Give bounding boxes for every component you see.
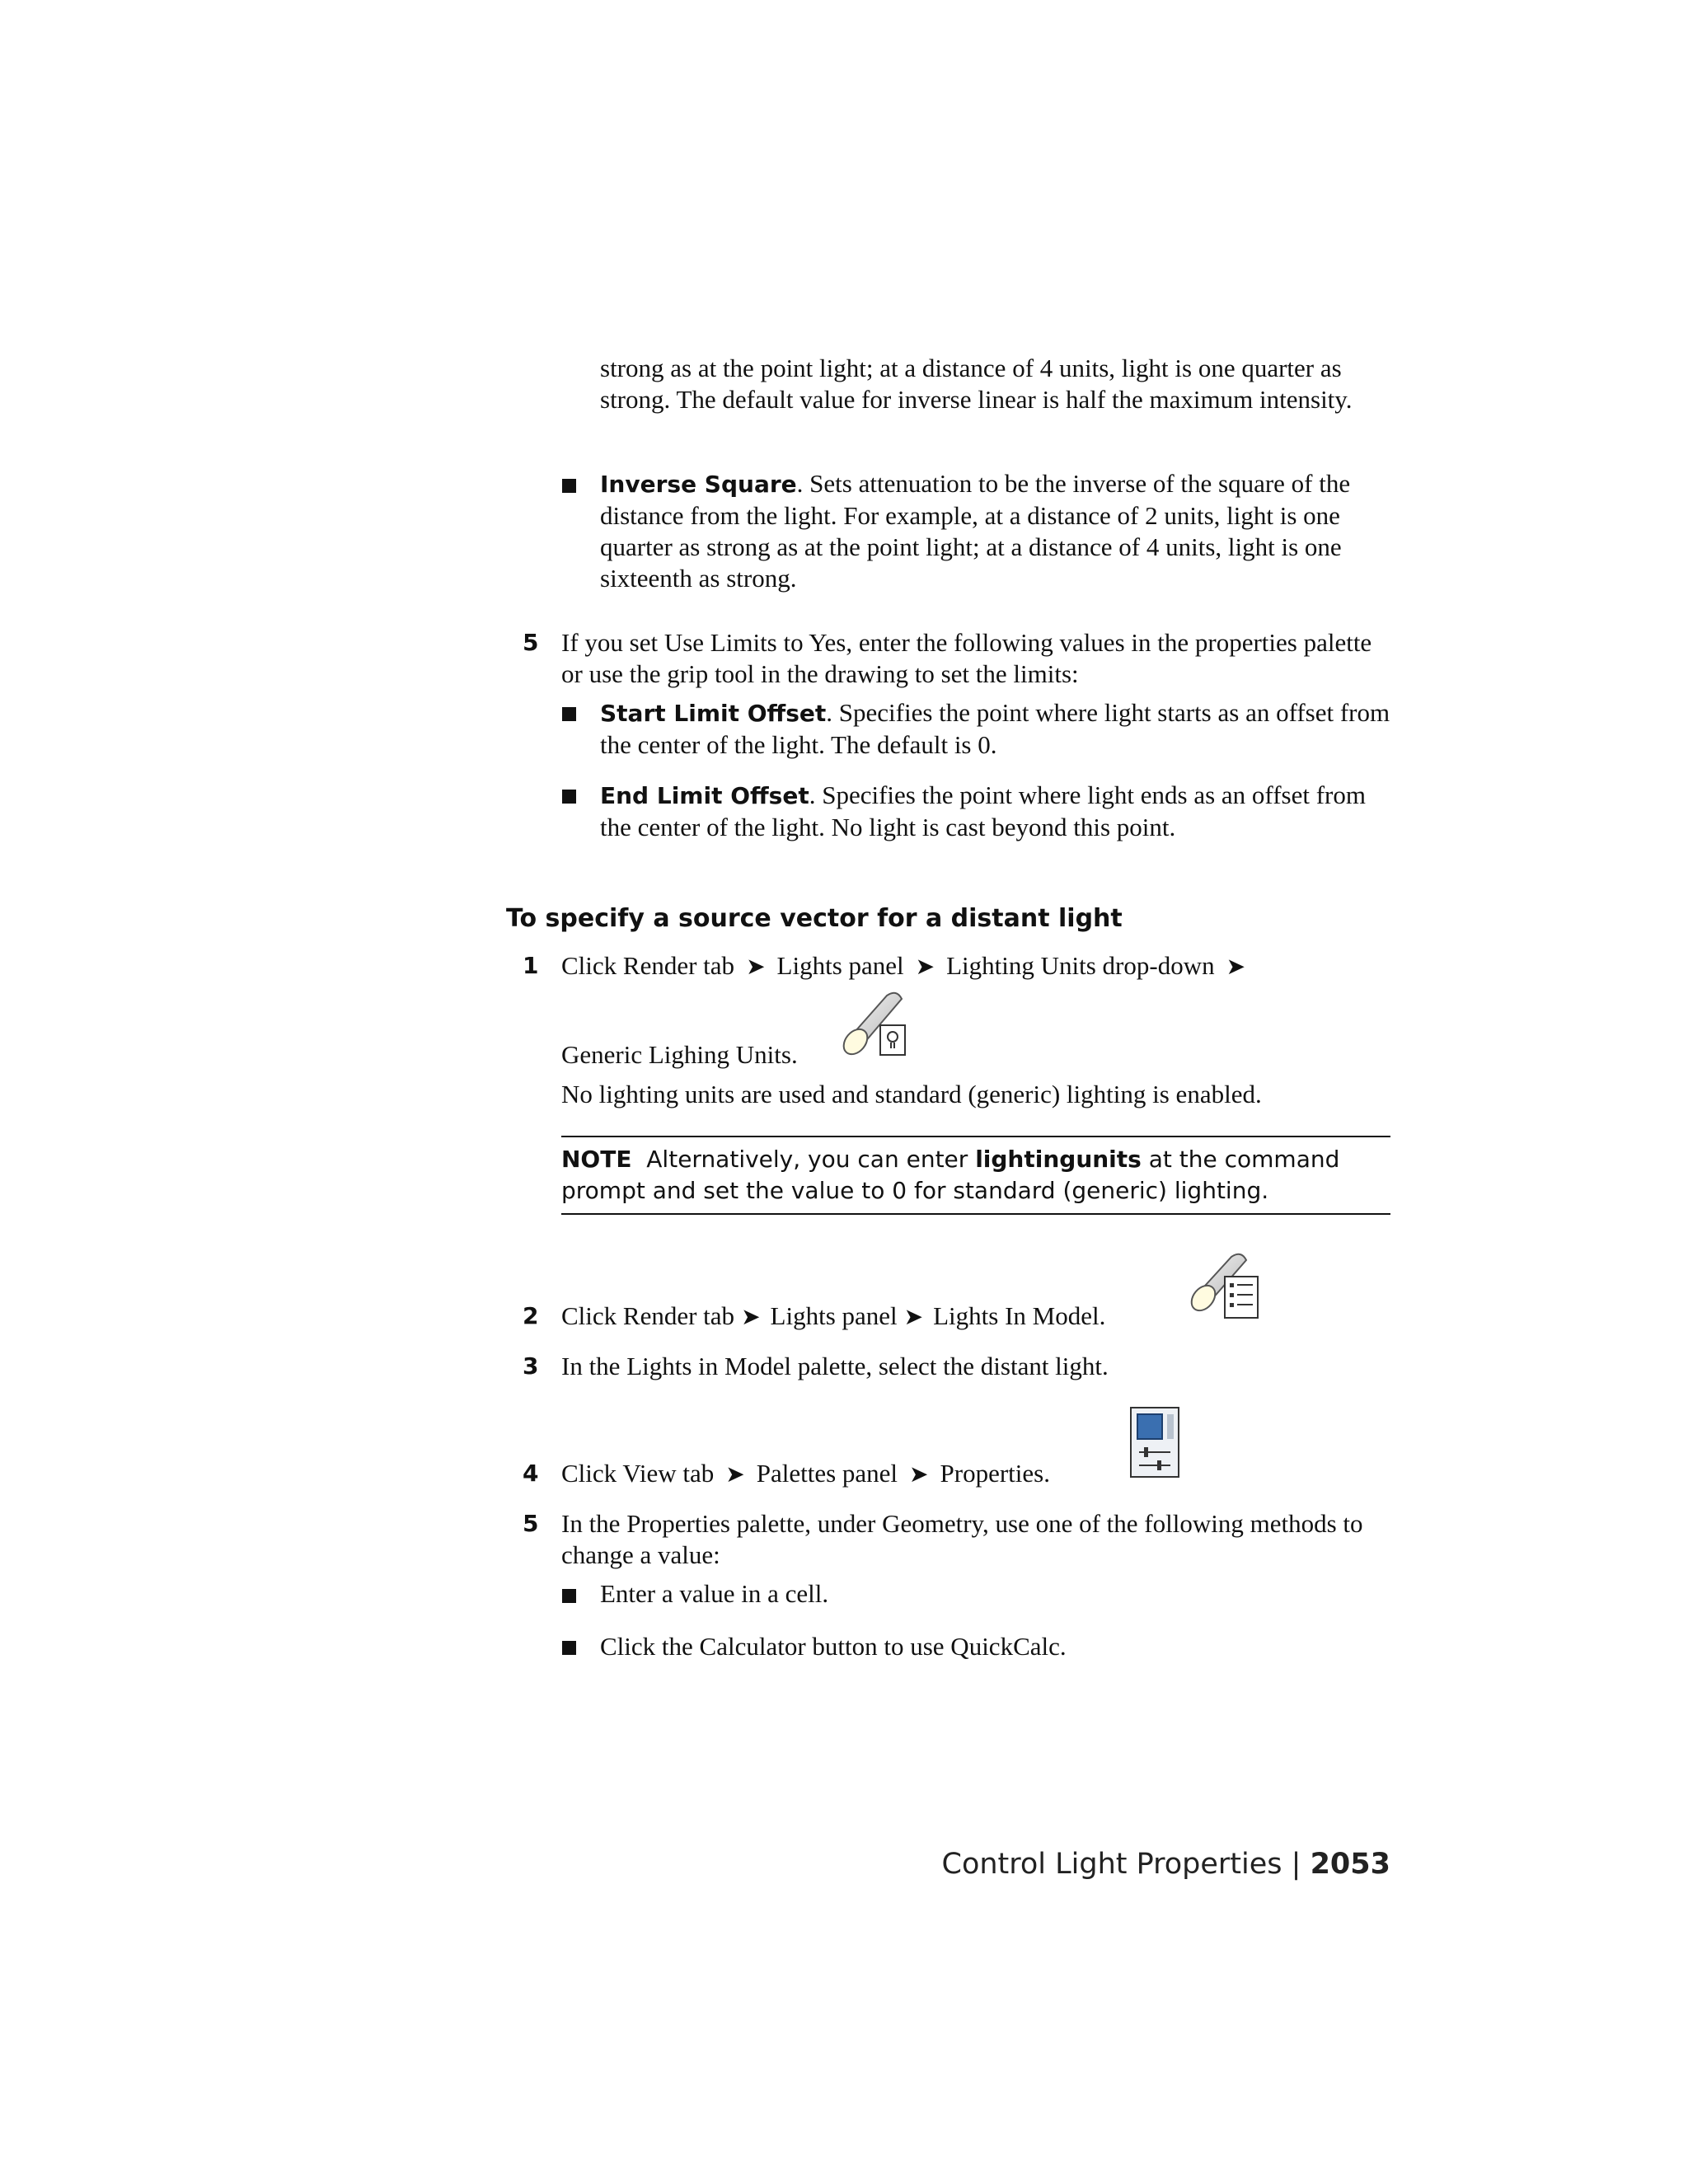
step-2-path — [561, 1301, 1105, 1333]
path-segment: Click Render tab — [561, 1301, 735, 1330]
step-number: 3 — [523, 1352, 539, 1380]
path-segment: Lights panel — [770, 1301, 898, 1330]
step-4-path — [561, 1458, 1050, 1490]
arrow-icon: ➤ — [903, 1303, 924, 1330]
step-1-path — [561, 950, 1394, 982]
path-segment: Palettes panel — [756, 1459, 898, 1488]
end-limit-text: . Specifies the point where light ends as an offset from the center of the light. No light is cast beyond this point. — [600, 780, 1366, 841]
note-text-before: Alternatively, you can enter — [646, 1146, 976, 1173]
path-segment: Lights panel — [776, 951, 904, 980]
properties-palette-icon — [1129, 1406, 1180, 1479]
path-segment: Lights In Model. — [933, 1301, 1106, 1330]
step-number: 1 — [523, 952, 539, 979]
arrow-icon: ➤ — [746, 953, 766, 980]
bullet-marker — [562, 479, 576, 493]
arrow-icon: ➤ — [725, 1460, 745, 1488]
footer-title: Control Light Properties — [941, 1848, 1282, 1881]
lights-in-model-icon — [1187, 1249, 1264, 1324]
start-limit-item — [600, 697, 1393, 761]
generic-light-icon — [839, 986, 915, 1065]
inverse-square-text: . Sets attenuation to be the inverse of the square of the distance from the light. For example, at a distance of 2 units, light is one quarter as strong as at the point light; at a distance of 4 units, light is one sixteenth as strong. — [600, 469, 1351, 593]
footer-separator: | — [1291, 1848, 1301, 1881]
arrow-icon: ➤ — [909, 1460, 929, 1488]
arrow-icon: ➤ — [915, 953, 935, 980]
bullet-marker — [562, 1589, 576, 1603]
inverse-square-item — [600, 468, 1393, 594]
bullet-marker — [562, 707, 576, 721]
end-limit-term: End Limit Offset — [600, 782, 809, 809]
step-5-text: In the Properties palette, under Geometry, use one of the following methods to change a value: — [561, 1509, 1363, 1569]
step-number: 4 — [523, 1460, 539, 1487]
path-segment: Click View tab — [561, 1459, 715, 1488]
note-box — [561, 1136, 1390, 1215]
bullet-marker — [562, 1641, 576, 1655]
path-segment: Click Render tab — [561, 951, 735, 980]
arrow-icon: ➤ — [741, 1303, 761, 1330]
step-limits-text: If you set Use Limits to Yes, enter the following values in the properties palette or use the grip tool in the drawing to set the limits: — [561, 628, 1372, 688]
start-limit-term: Start Limit Offset — [600, 700, 827, 727]
path-segment: Generic Lighing Units. — [561, 1040, 798, 1069]
inverse-square-term: Inverse Square — [600, 471, 797, 498]
bullet-marker — [562, 790, 576, 804]
end-limit-item — [600, 780, 1393, 843]
continuation-paragraph: strong as at the point light; at a distance of 4 units, light is one quarter as strong. The default value for inverse linear is half the maximum intensity. — [600, 354, 1353, 414]
path-segment: Lighting Units drop-down — [946, 951, 1215, 980]
step-3-text: In the Lights in Model palette, select the distant light. — [561, 1352, 1109, 1380]
start-limit-text: . Specifies the point where light starts as an offset from the center of the light. The default is 0. — [600, 698, 1390, 759]
note-text-after: at the command prompt and set the value to 0 for standard (generic) lighting. — [561, 1146, 1340, 1204]
step-number: 5 — [523, 1510, 539, 1537]
step-1-result: No lighting units are used and standard (generic) lighting is enabled. — [561, 1080, 1262, 1108]
section-heading: To specify a source vector for a distant light — [506, 904, 1123, 933]
note-command: lightingunits — [975, 1146, 1142, 1173]
list-item: Click the Calculator button to use QuickCalc. — [600, 1632, 1067, 1661]
page-number: 2053 — [1310, 1848, 1390, 1881]
page-footer — [942, 1848, 1391, 1881]
step-number: 2 — [523, 1302, 539, 1329]
note-label: NOTE — [561, 1146, 632, 1173]
list-item: Enter a value in a cell. — [600, 1579, 829, 1608]
step-number: 5 — [523, 629, 539, 656]
path-segment: Properties. — [940, 1459, 1050, 1488]
arrow-icon: ➤ — [1226, 953, 1246, 980]
